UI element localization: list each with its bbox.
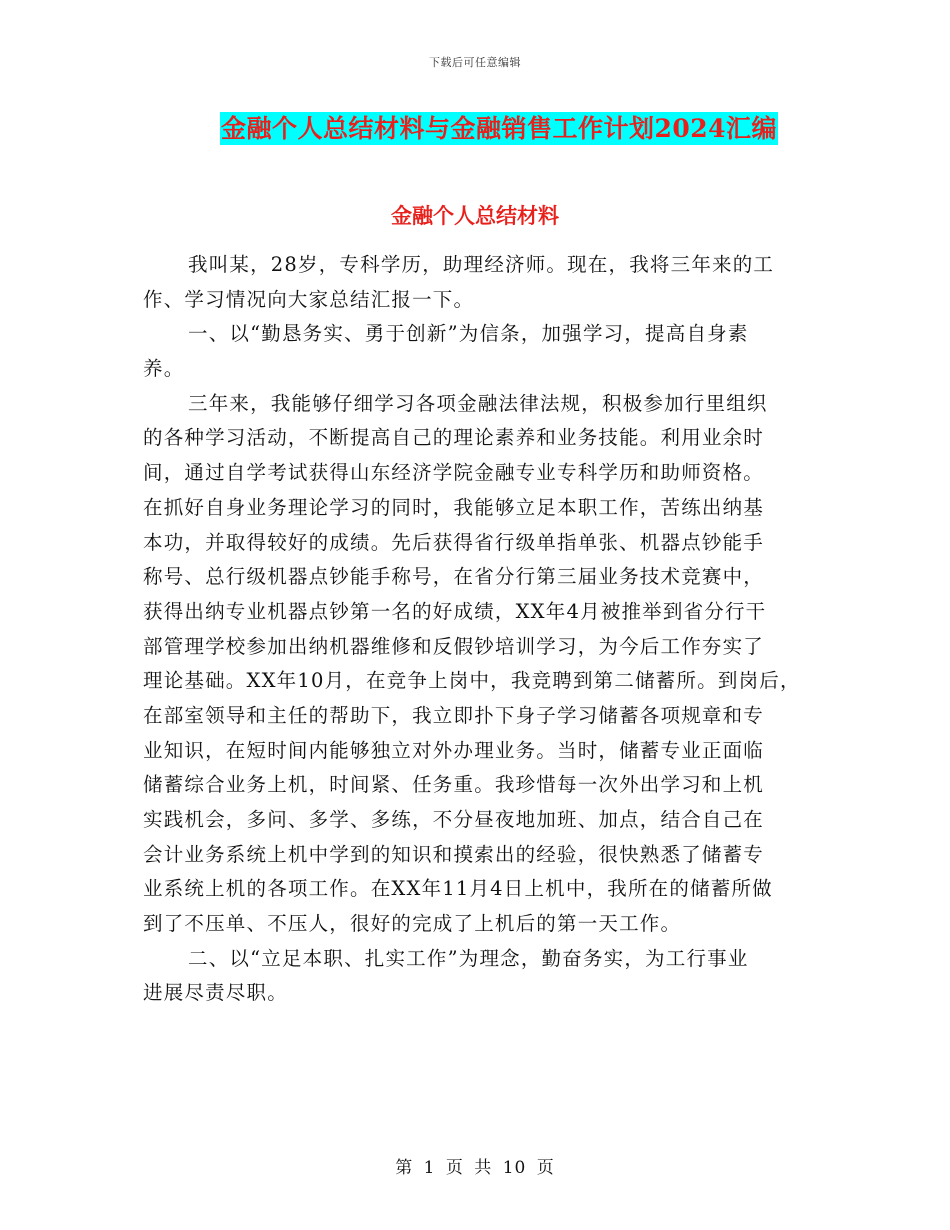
paragraph-line: 养。 — [143, 357, 185, 381]
paragraph-line: 本功，并取得较好的成绩。先后获得省行级单指单张、机器点钞能手 — [143, 530, 765, 554]
paragraph-line: 三年来，我能够仔细学习各项金融法律法规，积极参加行里组织 — [188, 391, 768, 415]
paragraph-line: 实践机会，多问、多学、多练，不分昼夜地加班、加点，结合自己在 — [143, 808, 765, 831]
paragraph-line: 业知识，在短时间内能够独立对外办理业务。当时，储蓄专业正面临 — [143, 738, 765, 762]
paragraph-line: 进展尽责尽职。 — [143, 981, 288, 1005]
paragraph-line: 我叫某，28岁，专科学历，助理经济师。现在，我将三年来的工 — [188, 253, 775, 276]
paragraph-line: 称号、总行级机器点钞能手称号，在省分行第三届业务技术竞赛中， — [143, 565, 765, 589]
paragraph-line: 储蓄综合业务上机，时间紧、任务重。我珍惜每一次外出学习和上机 — [143, 773, 765, 797]
paragraph-line: 到了不压单、不压人，很好的完成了上机后的第一天工作。 — [143, 912, 682, 936]
paragraph-line: 部管理学校参加出纳机器维修和反假钞培训学习，为今后工作夯实了 — [143, 634, 765, 658]
page-header-note: 下载后可任意编辑 — [429, 56, 521, 69]
paragraph-line: 理论基础。XX年10月，在竞争上岗中，我竞聘到第二储蓄所。到岗后， — [143, 669, 801, 693]
paragraph-line: 在部室领导和主任的帮助下，我立即扑下身子学习储蓄各项规章和专 — [143, 703, 765, 727]
paragraph-line: 会计业务系统上机中学到的知识和摸索出的经验，很快熟悉了储蓄专 — [143, 842, 765, 866]
document-title-container — [0, 112, 950, 145]
paragraph-line: 在抓好自身业务理论学习的同时，我能够立足本职工作，苦练出纳基 — [143, 495, 765, 519]
paragraph-line: 的各种学习活动，不断提高自己的理论素养和业务技能。利用业余时 — [143, 426, 765, 450]
paragraph-line: 业系统上机的各项工作。在XX年11月4日上机中，我所在的储蓄所做 — [143, 877, 773, 901]
paragraph-line: 作、学习情况向大家总结汇报一下。 — [143, 287, 475, 311]
document-body — [143, 248, 833, 1011]
page-number-footer: 第 1 页 共 10 页 — [395, 1158, 555, 1178]
paragraph-line: 一、以“勤恳务实、勇于创新”为信条，加强学习，提高自身素 — [188, 322, 749, 346]
document-title: 金融个人总结材料与金融销售工作计划2024汇编 — [220, 114, 778, 143]
section-title: 金融个人总结材料 — [391, 203, 559, 228]
paragraph-line: 二、以“立足本职、扎实工作”为理念，勤奋务实，为工行事业 — [188, 946, 749, 970]
paragraph-line: 获得出纳专业机器点钞第一名的好成绩，XX年4月被推举到省分行干 — [143, 599, 767, 623]
paragraph-line: 间，通过自学考试获得山东经济学院金融专业专科学历和助师资格。 — [143, 461, 765, 485]
